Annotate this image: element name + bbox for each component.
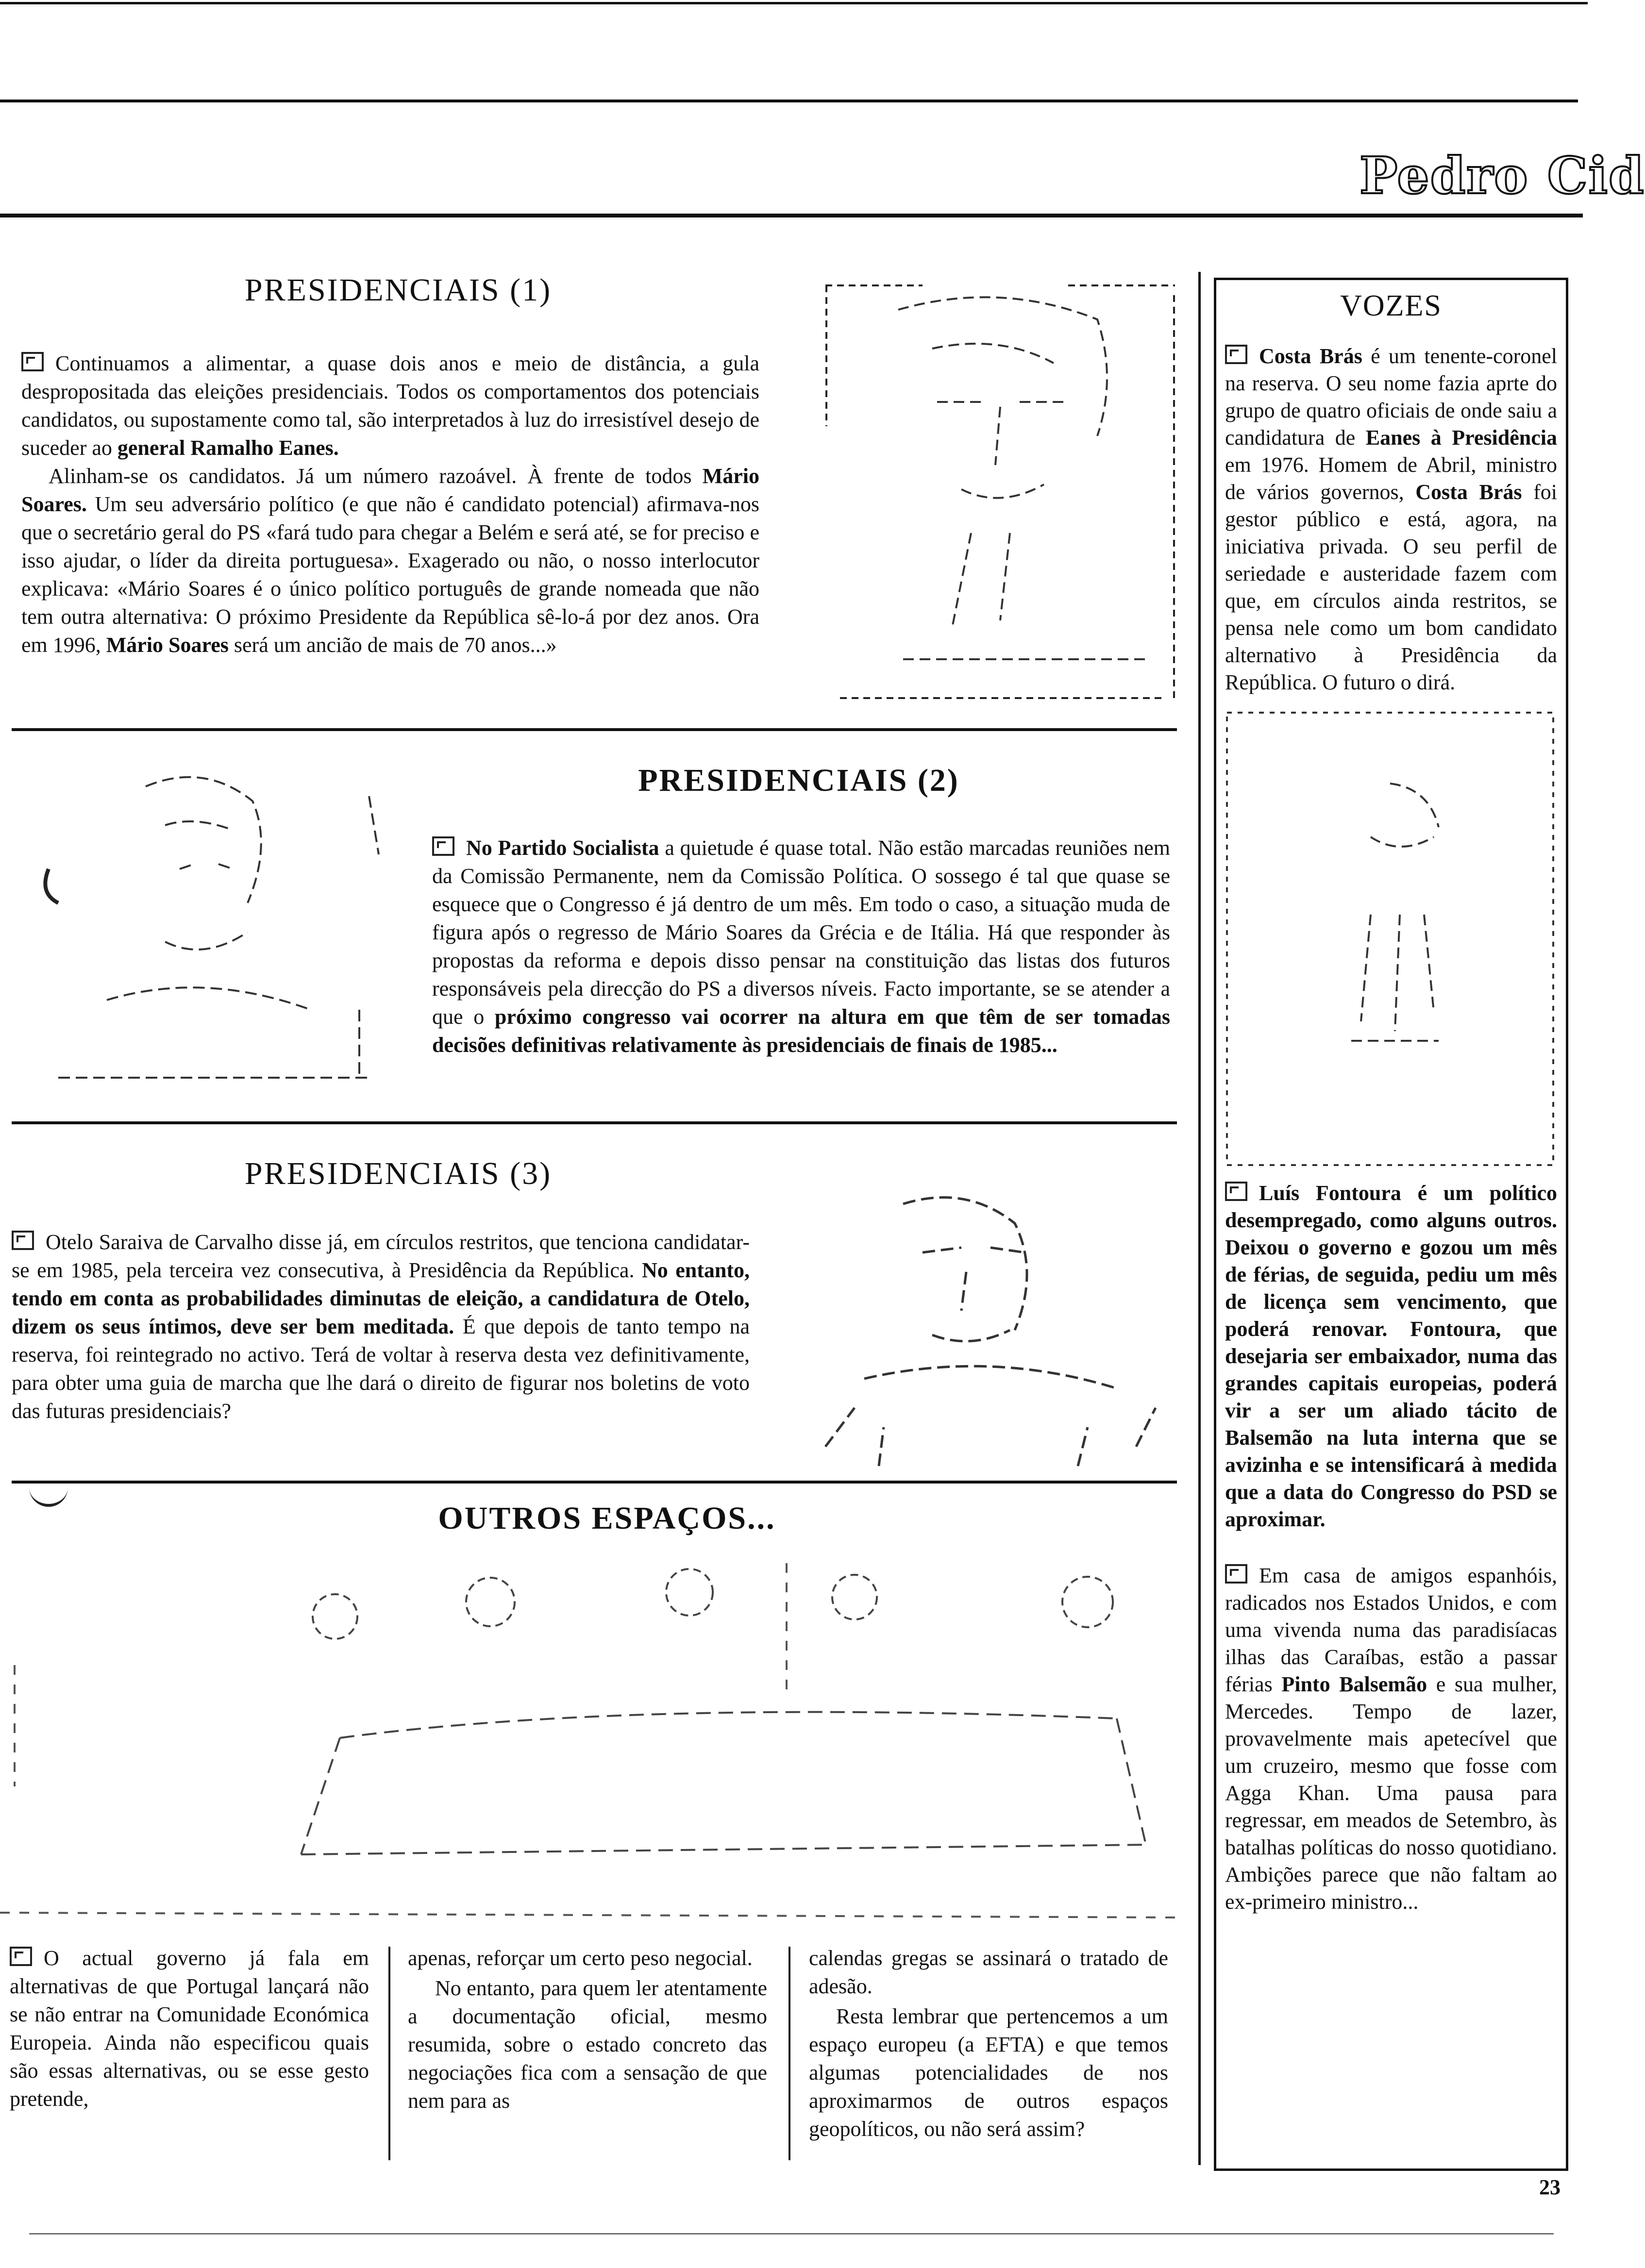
photo-portrait-2 (19, 757, 388, 1097)
col-divider-1 (388, 1947, 390, 2160)
bullet-box-icon (12, 1231, 34, 1250)
photo-portrait-3 (806, 1175, 1175, 1476)
bullet-box-icon (432, 836, 454, 856)
section-3-text: Otelo Saraiva de Carvalho disse já, em círculos restritos, que tenciona candidatar-se em 1985, pela terceira vez consecutiva, à Presidência da República. No entanto, tendo em conta as probabilidades diminutas de eleição, a candidatura de Otelo, dizem os seus íntimos, deve ser bem meditada. É que depois de tanto tempo na reserva, foi reintegrado no activo. Terá de voltar à reserva desta vez definitivamente, para obter uma guia de marcha que lhe dará o direito de figurar nos boletins de voto das futuras presidenciais? (12, 1230, 750, 1423)
section-1-text: Continuamos a alimentar, a quase dois anos e meio de distância, a gula despropositada das eleições presidenciais. Todos os comportamentos dos potenciais candidatos, ou supostamente como tal, são interpretados à luz do irresistível desejo de suceder ao general Ramalho Eanes. Alinham-se os candidatos. Já um número razoável. À frente de todos Mário Soares. Um seu adversário político (e que não é candidato potencial) afirmava-nos que o secretário geral do PS «fará tudo para chegar a Belém e será até, se for preciso e isso ajudar, o líder da direita portuguesa». Exagerado ou não, o nosso interlocutor explicava: «Mário Soares é o único político português de grande nomeada que não tem outra alternativa: O próximo Presidente da República sê-lo-á por dez anos. Ora em 1996, Mário Soares será um ancião de mais de 70 anos...» (21, 351, 760, 657)
bullet-box-icon (1225, 1182, 1247, 1201)
outros-col-2: apenas, reforçar um certo peso negocial. No entanto, para quem ler atentamente a documentação oficial, mesmo resumida, sobre o estado concreto das negociações fica com a sensação de que nem para as (408, 1946, 767, 2113)
author-name: Pedro Cid (1360, 146, 1645, 205)
section-title-2: PRESIDENCIAIS (2) (638, 763, 959, 798)
sidebar-title: VOZES (1340, 289, 1442, 322)
outros-col-3: calendas gregas se assinará o tratado de adesão. Resta lembrar que pertencemos a um espaço europeu (a EFTA) e que temos algumas potencialidades de nos aproximarmos de outros espaços geopolíticos, ou não será assim? (809, 1946, 1168, 2141)
section-2-text: No Partido Socialista a quietude é quase total. Não estão marcadas reuniões nem da Comissão Permanente, nem da Comissão Política. O sossego é tal que quase se esquece que o Congresso é já dentro de um mês. Em todo o caso, a situação muda de figura após o regresso de Mário Soares da Grécia e de Itália. Há que responder às propostas da reforma e depois disso pensar na constituição das listas dos futuros responsáveis pela direcção do PS a diversos níveis. Facto importante, se se atender a que o próximo congresso vai ocorrer na altura em que têm de ser tomadas decisões definitivas relativamente às presidenciais de finais de 1985... (432, 836, 1171, 1057)
sidebar-item-2: Luís Fontoura é um político desempregado, como alguns outros. Deixou o governo e gozou um mês de férias, de seguida, pediu um mês de licença sem vencimento, que poderá renovar. Fontoura, que desejaria ser embaixador, numa das grandes capitais europeias, poderá vir a ser um aliado tácito de Balsemão na luta interna que se avizinha e se intensificará à medida que a data do Congresso do PSD se aproximar. (1225, 1181, 1557, 1531)
photo-portrait-1 (825, 281, 1175, 708)
header-rule-lower (0, 214, 1583, 217)
bullet-box-icon (1225, 345, 1247, 364)
page-number: 23 (1539, 2175, 1561, 2199)
outros-col-1: O actual governo já fala em alternativas de que Portugal lançará não se não entrar na Comunidade Económica Europeia. Ainda não especificou quais são essas alternativas, ou se esse gesto pretende, (10, 1946, 369, 2111)
divider-3 (12, 1481, 1177, 1484)
header-rule-upper (0, 100, 1578, 102)
bullet-box-icon (21, 352, 44, 371)
curve-mark (29, 1484, 68, 1507)
section-title-1: PRESIDENCIAIS (1) (244, 272, 552, 308)
divider-1 (12, 728, 1177, 731)
section-title-outros: OUTROS ESPAÇOS... (438, 1501, 776, 1536)
sidebar-item-3: Em casa de amigos espanhóis, radicados nos Estados Unidos, e com uma vivenda numa das paradisíacas ilhas das Caraíbas, estão a passar férias Pinto Balsemão e sua mulher, Mercedes. Tempo de lazer, provavelmente mais apetecível que um cruzeiro, mesmo que fosse com Agga Khan. Uma pausa para regressar, em meados de Setembro, às batalhas políticas do nosso quotidiano. Ambições parece que não faltam ao ex-primeiro ministro... (1225, 1564, 1557, 1914)
bottom-rule (29, 2233, 1554, 2235)
sidebar-item-1: Costa Brás é um tenente-coronel na reserva. O seu nome fazia aprte do grupo de quatro oficiais de onde saiu a candidatura de Eanes à Presidência em 1976. Homem de Abril, ministro de vários governos, Costa Brás foi gestor público e está, agora, na iniciativa privada. O seu perfil de seriedade e austeridade fazem com que, em círculos ainda restritos, se pensa nele como um bom candidato alternativo à Presidência da República. O futuro o dirá. (1225, 344, 1557, 694)
bullet-box-icon (10, 1947, 32, 1966)
col-divider-2 (789, 1947, 790, 2160)
main-sidebar-divider (1198, 272, 1201, 2165)
bullet-box-icon (1225, 1564, 1247, 1584)
photo-meeting (0, 1544, 1185, 1932)
sidebar-vozes (1214, 278, 1568, 2171)
top-rule (0, 2, 1588, 4)
section-title-3: PRESIDENCIAIS (3) (244, 1156, 552, 1191)
photo-portrait-sidebar (1225, 711, 1555, 1167)
divider-2 (12, 1121, 1177, 1124)
